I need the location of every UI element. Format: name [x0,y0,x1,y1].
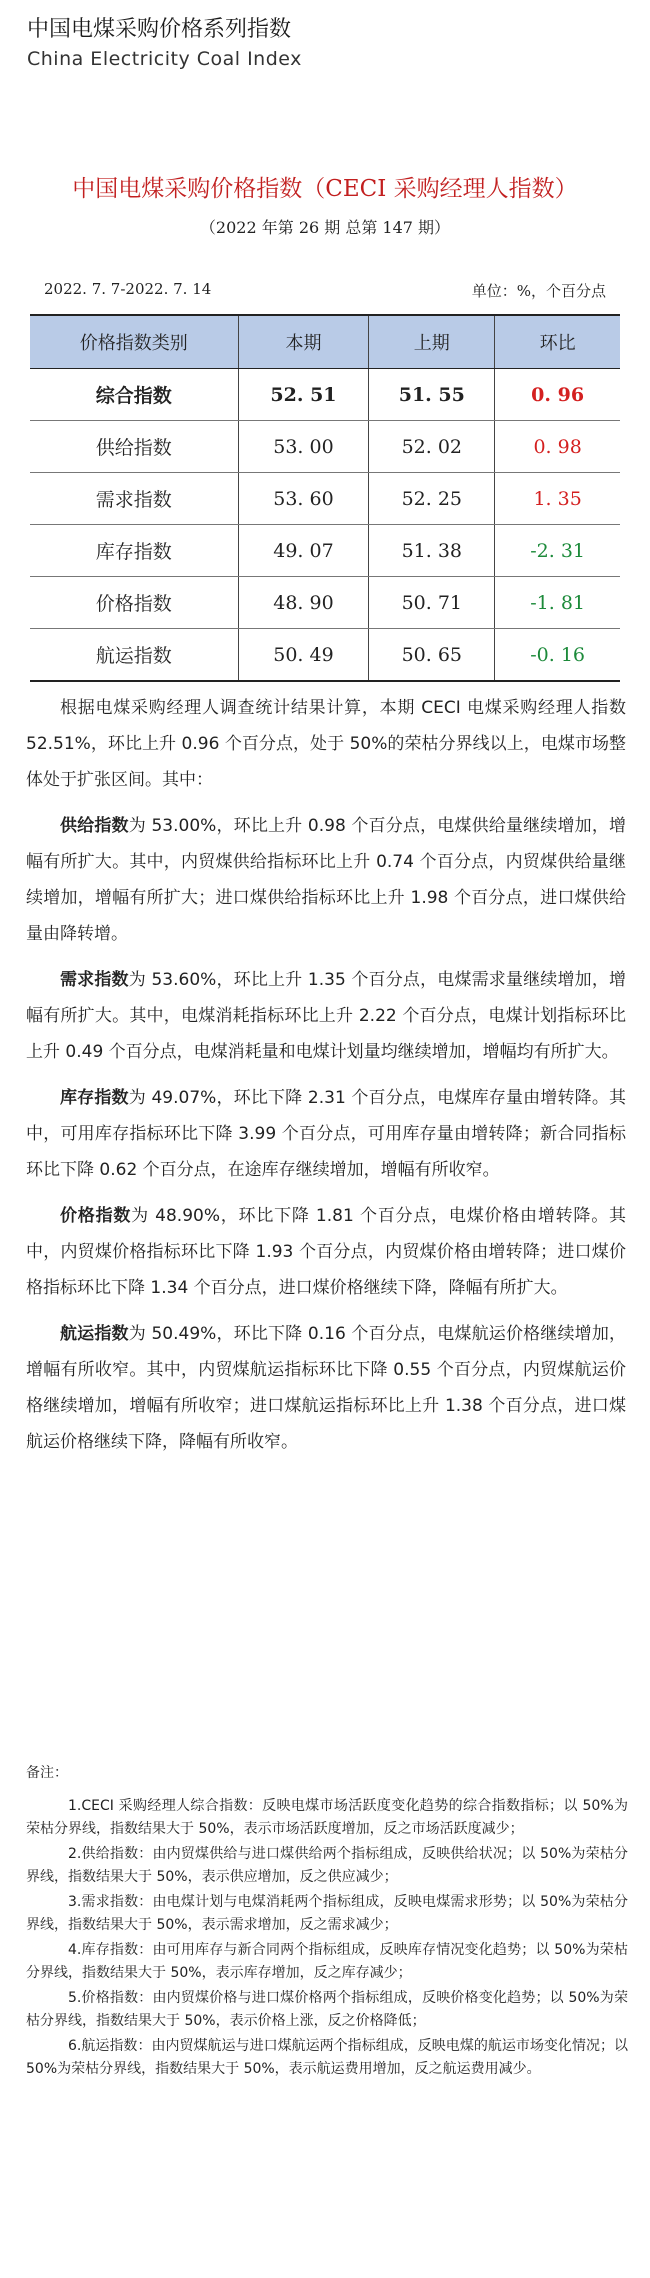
note-item: 4.库存指数：由可用库存与新合同两个指标组成，反映库存情况变化趋势；以 50%为荣枯分界线，指数结果大于 50%，表示库存增加，反之库存减少； [26,1942,628,1981]
paragraph-text: 为 53.60%，环比上升 1.35 个百分点，电煤需求量继续增加，增幅有所扩大。其中，电煤消耗指标环比上升 2.22 个百分点，电煤计划指标环比上升 0.49 个百分点，电煤消耗量和电煤计划量均继续增加，增幅均有所扩大。 [26,970,627,1062]
header-current: 本期 [238,315,369,369]
index-name-cell: 库存指数 [30,525,238,577]
paragraph-text: 为 49.07%，环比下降 2.31 个百分点，电煤库存量由增转降。其中，可用库存指标环比下降 3.99 个百分点，可用库存量由增转降；新合同指标环比下降 0.62 个百分点，在途库存继续增加，增幅有所收窄。 [26,1088,627,1180]
header-previous: 上期 [369,315,495,369]
change-value-cell: 0. 98 [495,421,620,473]
current-value-cell: 53. 00 [238,421,369,473]
table-row [30,629,620,682]
header-cn-title: 中国电煤采购价格系列指数 [27,17,292,42]
index-name-cell: 需求指数 [30,473,238,525]
previous-value-cell: 52. 25 [369,473,495,525]
current-value-cell: 49. 07 [238,525,369,577]
note-item: 6.航运指数：由内贸煤航运与进口煤航运两个指标组成，反映电煤的航运市场变化情况；以 50%为荣枯分界线，指数结果大于 50%，表示航运费用增加，反之航运费用减少。 [26,2038,628,2077]
index-name-cell: 航运指数 [30,629,238,682]
table-header-row [30,315,620,369]
previous-value-cell: 51. 55 [369,369,495,421]
analysis-paragraph [26,808,626,952]
change-value-cell: 1. 35 [495,473,620,525]
unit-label: 单位：%，个百分点 [471,282,606,300]
previous-value-cell: 50. 71 [369,577,495,629]
header-category: 价格指数类别 [30,315,238,369]
change-value-cell: -2. 31 [495,525,620,577]
notes-title: 备注： [26,1765,68,1781]
table-row [30,369,620,421]
paragraph-text: 为 53.00%，环比上升 0.98 个百分点，电煤供给量继续增加，增幅有所扩大。其中，内贸煤供给指标环比上升 0.74 个百分点，内贸煤供给量继续增加，增幅有所扩大；进口煤供给指标环比上升 1.98 个百分点，进口煤供给量由降转增。 [26,816,627,944]
note-item: 5.价格指数：由内贸煤价格与进口煤价格两个指标组成，反映价格变化趋势；以 50%为荣枯分界线，指数结果大于 50%，表示价格上涨，反之价格降低； [26,1990,628,2029]
current-value-cell: 48. 90 [238,577,369,629]
header-change: 环比 [495,315,620,369]
table-row [30,473,620,525]
note-item: 3.需求指数：由电煤计划与电煤消耗两个指标组成，反映电煤需求形势；以 50%为荣枯分界线，指数结果大于 50%，表示需求增加，反之需求减少； [26,1894,628,1933]
index-name-cell: 价格指数 [30,577,238,629]
report-title: 中国电煤采购价格指数（CECI 采购经理人指数） [72,176,578,202]
report-period: 2022. 7. 7-2022. 7. 14 [44,280,212,298]
paragraph-lead: 供给指数 [60,816,129,836]
notes-section [26,1762,628,2083]
note-item: 2.供给指数：由内贸煤供给与进口煤供给两个指标组成，反映供给状况；以 50%为荣枯分界线，指数结果大于 50%，表示供应增加，反之供应减少； [26,1846,628,1885]
current-value-cell: 50. 49 [238,629,369,682]
change-value-cell: 0. 96 [495,369,620,421]
paragraph-text: 为 48.90%，环比下降 1.81 个百分点，电煤价格由增转降。其中，内贸煤价格指标环比下降 1.93 个百分点，内贸煤价格由增转降；进口煤价格指标环比下降 1.34 个百分点，进口煤价格继续下降，降幅有所扩大。 [26,1206,627,1298]
issue-number: （2022 年第 26 期 总第 147 期） [199,218,451,237]
paragraph-lead: 航运指数 [60,1324,129,1344]
change-value-cell: -1. 81 [495,577,620,629]
intro-paragraph: 根据电煤采购经理人调查统计结果计算，本期 CECI 电煤采购经理人指数 52.51%，环比上升 0.96 个百分点，处于 50%的荣枯分界线以上，电煤市场整体处于扩张区间。其中： [26,698,626,790]
analysis-paragraph [26,1080,626,1188]
note-item: 1.CECI 采购经理人综合指数：反映电煤市场活跃度变化趋势的综合指数指标；以 50%为荣枯分界线，指数结果大于 50%，表示市场活跃度增加，反之市场活跃度减少； [26,1798,628,1837]
paragraph-lead: 库存指数 [60,1088,129,1108]
table-row [30,577,620,629]
current-value-cell: 52. 51 [238,369,369,421]
index-table [30,314,620,682]
paragraph-lead: 价格指数 [60,1206,132,1226]
previous-value-cell: 52. 02 [369,421,495,473]
current-value-cell: 53. 60 [238,473,369,525]
table-row [30,525,620,577]
previous-value-cell: 51. 38 [369,525,495,577]
analysis-text [26,690,626,1470]
index-name-cell: 供给指数 [30,421,238,473]
analysis-paragraph [26,1316,626,1460]
index-name-cell: 综合指数 [30,369,238,421]
paragraph-lead: 需求指数 [60,970,129,990]
analysis-paragraph [26,1198,626,1306]
change-value-cell: -0. 16 [495,629,620,682]
paragraph-text: 为 50.49%，环比下降 0.16 个百分点，电煤航运价格继续增加，增幅有所收窄。其中，内贸煤航运指标环比下降 0.55 个百分点，内贸煤航运价格继续增加，增幅有所收窄；进口煤航运指标环比上升 1.38 个百分点，进口煤航运价格继续下降，降幅有所收窄。 [26,1324,627,1452]
analysis-paragraph [26,962,626,1070]
previous-value-cell: 50. 65 [369,629,495,682]
table-row [30,421,620,473]
header-en-title: China Electricity Coal Index [27,48,302,70]
